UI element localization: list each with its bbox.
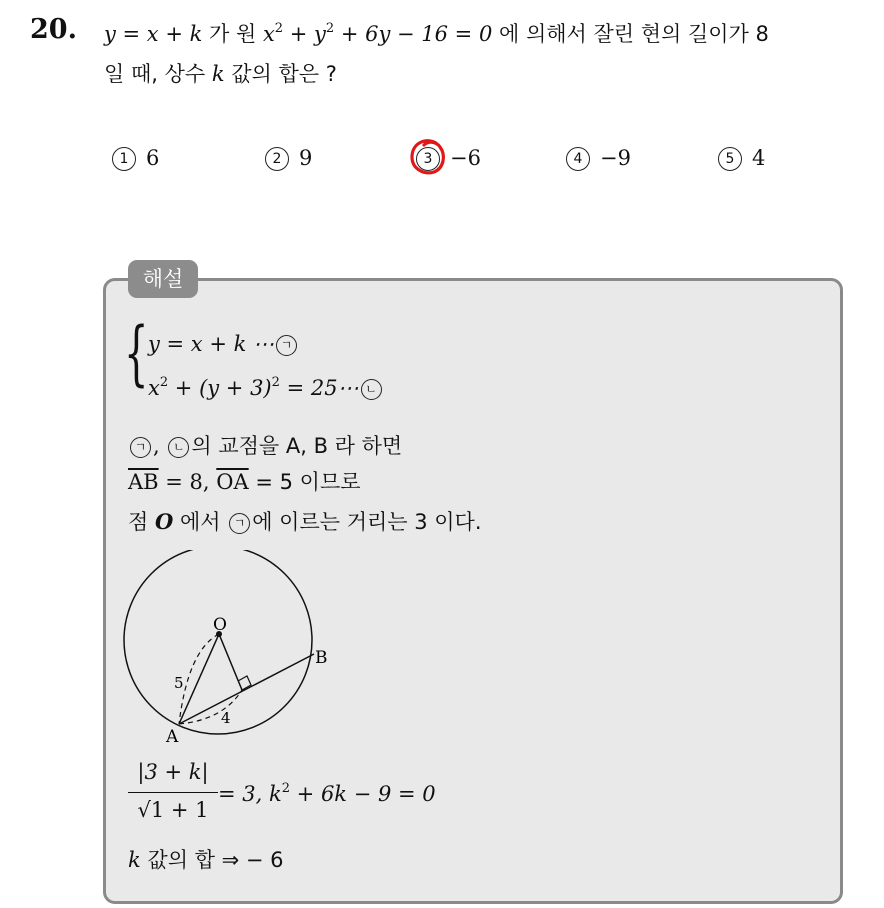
solution-text: 에서: [173, 510, 228, 534]
system-equation-2: [148, 376, 384, 400]
segment-oa: $\overline{OA}$: [216, 470, 249, 494]
label-4: 4: [221, 709, 231, 727]
exponent: 2: [281, 781, 290, 796]
question-number: 20.: [30, 14, 77, 45]
solution-tag: 해설: [128, 260, 198, 298]
fraction-numerator: [128, 760, 218, 784]
question-text: 값의 합은 ?: [224, 62, 337, 86]
numerator-text: |3 + k|: [137, 760, 209, 784]
perpendicular-line: [219, 634, 242, 690]
segment-oa-line: [179, 634, 219, 724]
choice-value-1: 6: [146, 146, 160, 170]
solution-line-5: [128, 506, 482, 536]
circle-equation-x: x: [262, 22, 275, 46]
fraction-denominator: √1 + 1: [137, 798, 209, 822]
variable-k: k: [128, 848, 141, 872]
label-giyeok: ㄱ: [130, 437, 151, 458]
choice-5[interactable]: [718, 146, 765, 171]
exponent: 2: [325, 21, 335, 36]
fraction-bar: [128, 792, 218, 793]
question-line-1: [104, 18, 769, 48]
solution-text: = 8,: [158, 470, 217, 494]
solution-text: 에 이르는 거리는 3 이다.: [252, 510, 482, 534]
point-o: O: [154, 509, 174, 534]
equation-2-x: x: [148, 376, 160, 400]
label-a: A: [166, 727, 179, 747]
choice-1[interactable]: [112, 146, 159, 171]
exponent: 2: [274, 21, 284, 36]
choice-3[interactable]: [416, 146, 481, 171]
label-b: B: [315, 648, 328, 668]
solution-final-line: [128, 844, 284, 874]
variable-k: k: [211, 62, 225, 86]
system-brace: {: [124, 312, 149, 394]
segment-ab: $\overline{AB}$: [128, 470, 159, 494]
question-line-2: [104, 58, 337, 88]
solution-line-3: [128, 430, 402, 460]
solution-text: 의 교점을 A, B 라 하면: [191, 434, 403, 458]
circle-outline: [124, 550, 312, 734]
circle-equation-y: + y: [283, 22, 326, 46]
equation-text: = 3, k: [218, 782, 282, 806]
solution-text: = 5 이므로: [248, 470, 361, 494]
choice-value-4: −9: [600, 146, 631, 170]
question-equation-line: y = x + k: [104, 22, 203, 46]
final-answer-text: 값의 합 ⇒ − 6: [140, 848, 284, 872]
answer-mark-circle: [406, 135, 450, 179]
question-text: 일 때, 상수: [104, 62, 212, 86]
label-nieun: ㄴ: [168, 437, 189, 458]
choice-number-1: 1: [112, 147, 136, 171]
choice-number-4: 4: [566, 147, 590, 171]
equation-text: + 6k − 9 = 0: [290, 782, 436, 806]
circle-equation-rest: + 6y − 16 = 0: [334, 22, 493, 46]
solution-line-4: [128, 466, 361, 496]
equation-1: y = x + k ⋯: [148, 332, 274, 356]
exponent: 2: [271, 375, 280, 390]
choice-number-2: 2: [265, 147, 289, 171]
fraction: [128, 760, 218, 834]
choice-number-5: 5: [718, 147, 742, 171]
label-giyeok: ㄱ: [276, 335, 297, 356]
exponent: 2: [159, 375, 169, 390]
equation-2-y: + (y + 3): [168, 376, 272, 400]
choice-number-3: 3: [416, 147, 440, 171]
chord-ab: [179, 654, 314, 724]
choice-value-5: 4: [752, 146, 766, 170]
choice-4[interactable]: [566, 146, 631, 171]
label-o: O: [213, 615, 227, 635]
solution-equation-line: [218, 782, 436, 806]
solution-text: 점: [128, 510, 155, 534]
label-nieun: ㄴ: [361, 379, 382, 400]
label-5: 5: [174, 674, 184, 692]
choice-value-2: 9: [299, 146, 313, 170]
equation-2-rest: = 25⋯: [279, 376, 359, 400]
separator: ,: [153, 434, 167, 458]
system-equation-1: [148, 332, 299, 356]
question-text: 에 의해서 잘린 현의 길이가 8: [492, 22, 769, 46]
choice-value-3: −6: [450, 146, 481, 170]
question-text: 가 원: [202, 22, 263, 46]
circle-diagram: [118, 550, 348, 750]
label-giyeok: ㄱ: [229, 513, 250, 534]
choice-2[interactable]: [265, 146, 312, 171]
